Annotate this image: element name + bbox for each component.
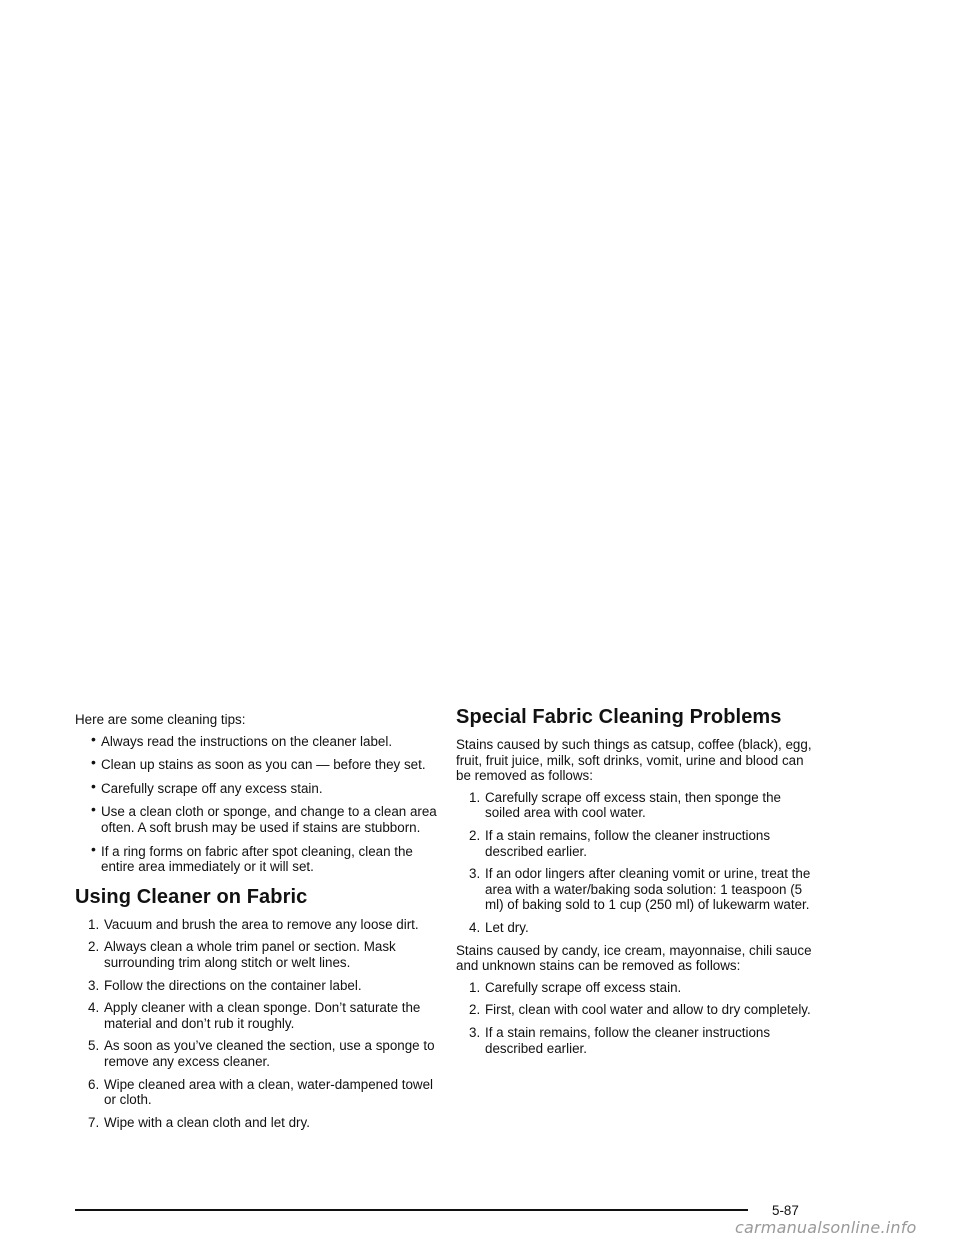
step-number: 4. [88,1000,100,1016]
list-item: • If a ring forms on fabric after spot cleaning, clean the entire area immediately or it will set. [101,844,437,875]
list-item [88,1077,437,1108]
list-item [88,1115,437,1131]
step-text: Carefully scrape off excess stain, then sponge the soiled area with cool water. [485,789,782,821]
section-heading-special-problems: Special Fabric Cleaning Problems [456,706,782,728]
left-column [75,712,437,1137]
list-item: • Carefully scrape off any excess stain. [101,781,437,797]
step-text: As soon as you’ve cleaned the section, use a sponge to remove any excess cleaner. [104,1038,435,1069]
step-number: 6. [88,1076,100,1092]
step-number: 1. [469,789,481,805]
list-item: • Clean up stains as soon as you can — before they set. [101,757,437,773]
step-number: 1. [469,979,481,995]
step-text: Wipe cleaned area with a clean, water-dampened towel or cloth. [104,1076,433,1108]
step-text: Always clean a whole trim panel or section. Mask surrounding trim along stitch or welt lines. [104,939,396,970]
list-item [469,828,818,859]
stains-paragraph-2: Stains caused by candy, ice cream, mayonnaise, chili sauce and unknown stains can be removed as follows: [456,942,812,974]
step-number: 2. [469,1002,481,1018]
section-heading-using-cleaner: Using Cleaner on Fabric [75,885,308,908]
cleaning-tips-intro: Here are some cleaning tips: [75,712,246,727]
watermark-logo: carmanualsonline.info [735,1218,917,1237]
right-column [456,706,818,1063]
stain-steps-1 [456,790,818,936]
step-text: Apply cleaner with a clean sponge. Don’t saturate the material and don’t rub it roughly. [104,1000,421,1031]
step-text: Vacuum and brush the area to remove any loose dirt. [104,916,419,932]
list-item [469,1002,818,1018]
list-item: • Use a clean cloth or sponge, and change to a clean area often. A soft brush may be used if stains are stubborn. [101,804,437,835]
step-text: First, clean with cool water and allow to dry completely. [485,1002,811,1018]
stain-steps-2 [456,980,818,1056]
list-item [469,920,818,936]
step-number: 2. [469,827,481,843]
list-item [88,1038,437,1069]
using-cleaner-steps [75,917,437,1131]
step-text: If a stain remains, follow the cleaner instructions described earlier. [485,827,771,859]
step-text: Carefully scrape off excess stain. [485,979,682,995]
step-number: 3. [469,1024,481,1040]
list-item [88,1000,437,1031]
step-text: If an odor lingers after cleaning vomit or urine, treat the area with a water/baking soda solution: 1 teaspoon (5 ml) of baking sold to 1 cup (250 ml) of lukewarm water. [485,866,811,913]
step-number: 1. [88,916,100,932]
step-number: 4. [469,919,481,935]
list-item [88,917,437,933]
stains-paragraph-1: Stains caused by such things as catsup, coffee (black), egg, fruit, fruit juice, milk, soft drinks, vomit, urine and blood can be removed as follows: [456,737,812,784]
list-item [469,866,818,913]
list-item [469,980,818,996]
step-number: 3. [469,866,481,882]
step-number: 2. [88,939,100,955]
list-item [469,1025,818,1056]
page-number: 5-87 [772,1203,799,1218]
step-text: Follow the directions on the container label. [104,977,362,993]
footer-rule [75,1209,748,1211]
list-item [469,790,818,821]
step-text: Wipe with a clean cloth and let dry. [104,1114,310,1130]
step-number: 5. [88,1038,100,1054]
list-item: • Always read the instructions on the cleaner label. [101,734,437,750]
list-item [88,939,437,970]
step-text: Let dry. [485,919,529,935]
list-item [88,978,437,994]
step-number: 3. [88,977,100,993]
step-text: If a stain remains, follow the cleaner instructions described earlier. [485,1024,771,1056]
cleaning-tips-list [75,734,437,875]
step-number: 7. [88,1114,100,1130]
